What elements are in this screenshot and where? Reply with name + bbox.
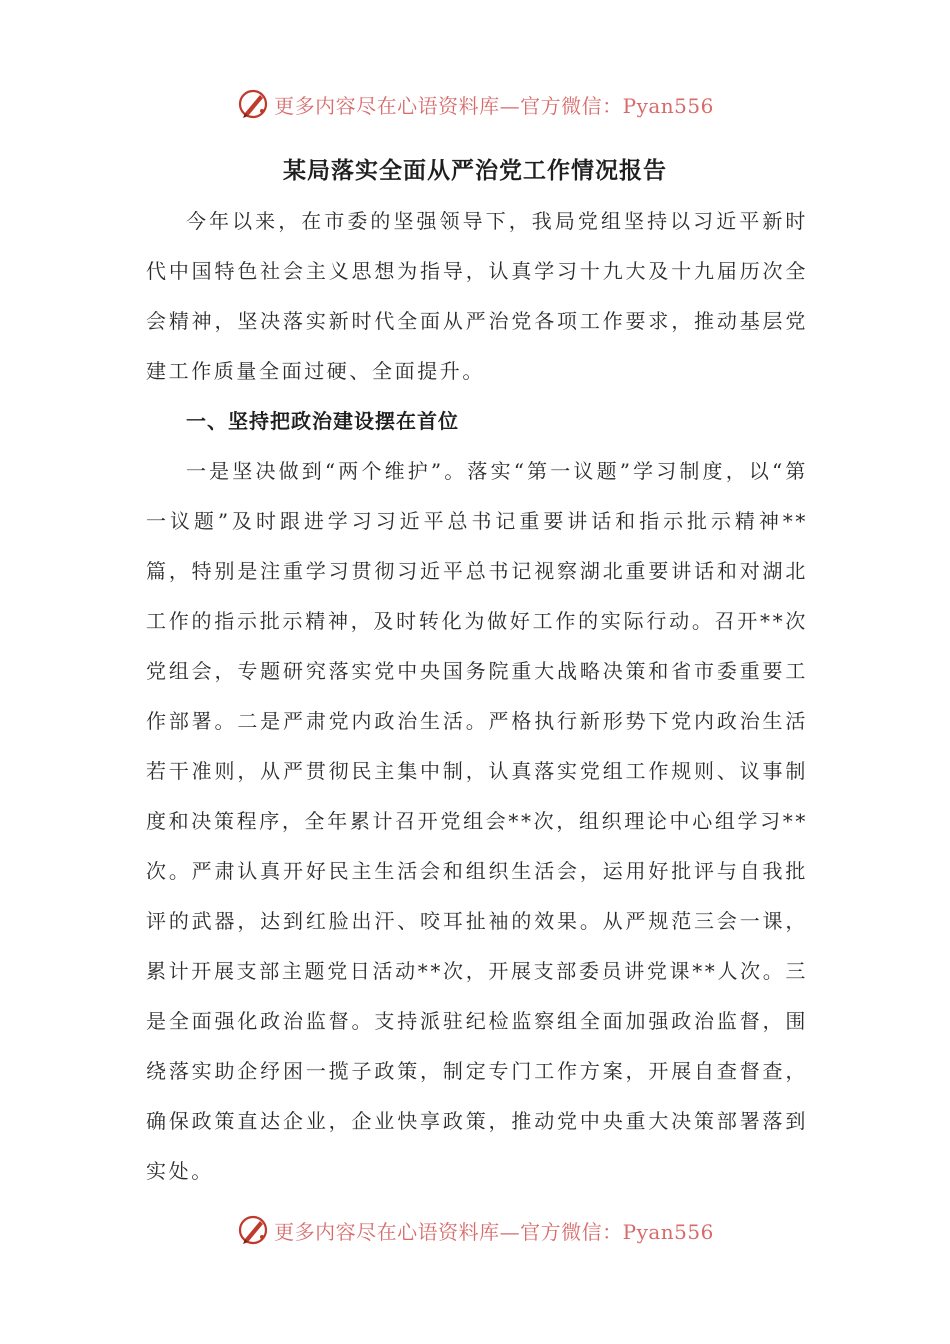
watermark-banner-bottom: [0, 1210, 950, 1250]
section-paragraph: 一是坚决做到“两个维护”。落实“第一议题”学习制度，以“第一议题”及时跟进学习习近平总书记重要讲话和指示批示精神**篇，特别是注重学习贯彻习近平总书记视察湖北重要讲话和对湖北工作的指示批示精神，及时转化为做好工作的实际行动。召开**次党组会，专题研究落实党中央国务院重大战略决策和省市委重要工作部署。二是严肃党内政治生活。严格执行新形势下党内政治生活若干准则，从严贯彻民主集中制，认真落实党组工作规则、议事制度和决策程序，全年累计召开党组会**次，组织理论中心组学习**次。严肃认真开好民主生活会和组织生活会，运用好批评与自我批评的武器，达到红脸出汗、咬耳扯袖的效果。从严规范三会一课，累计开展支部主题党日活动**次，开展支部委员讲党课**人次。三是全面强化政治监督。支持派驻纪检监察组全面加强政治监督，围绕落实助企纾困一揽子政策，制定专门工作方案，开展自查督查，确保政策直达企业，企业快享政策，推动党中央重大决策部署落到实处。: [146, 459, 808, 1183]
intro-paragraph: 今年以来，在市委的坚强领导下，我局党组坚持以习近平新时代中国特色社会主义思想为指导，认真学习十九大及十九届历次全会精神，坚决落实新时代全面从严治党各项工作要求，推动基层党建工作质量全面过硬、全面提升。: [146, 209, 808, 383]
section-heading: 一、坚持把政治建设摆在首位: [186, 409, 459, 433]
document-body: [146, 196, 808, 1196]
watermark-text: 更多内容尽在心语资料库—官方微信：Pyan556: [274, 1219, 714, 1244]
watermark-text: 更多内容尽在心语资料库—官方微信：Pyan556: [274, 93, 714, 118]
pen-logo-icon: [236, 87, 270, 121]
watermark-banner-top: [0, 84, 950, 124]
pen-logo-icon: [236, 1213, 270, 1247]
document-title: 某局落实全面从严治党工作情况报告: [283, 158, 667, 184]
